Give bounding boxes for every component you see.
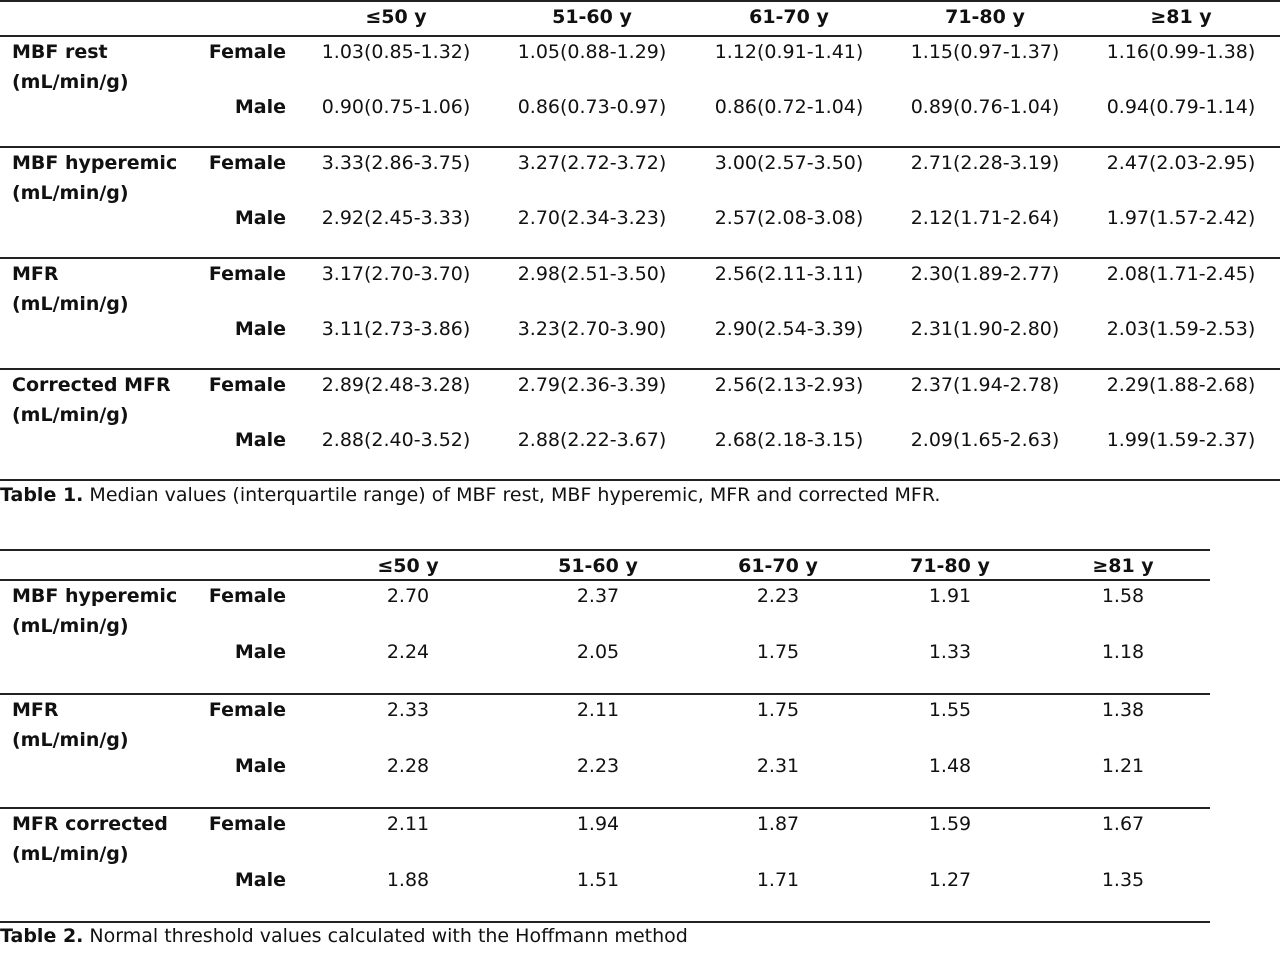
table-cell: 2.90(2.54-3.39)	[714, 318, 864, 340]
table-cell: 1.88	[386, 869, 430, 891]
table-cell: 2.70(2.34-3.23)	[517, 207, 667, 229]
column-header: 51-60 y	[552, 6, 632, 28]
metric-unit: (mL/min/g)	[12, 404, 129, 426]
table-cell: 2.89(2.48-3.28)	[321, 374, 471, 396]
table-cell: 2.31	[756, 755, 800, 777]
table-cell: 2.28	[386, 755, 430, 777]
metric-label: MBF rest	[12, 41, 108, 63]
column-header: 71-80 y	[910, 555, 990, 577]
table-cell: 2.11	[576, 699, 620, 721]
sex-label: Male	[234, 96, 286, 118]
table-cell: 1.27	[928, 869, 972, 891]
table-cell: 2.37	[576, 585, 620, 607]
column-header: 51-60 y	[558, 555, 638, 577]
table-cell: 1.21	[1101, 755, 1145, 777]
table-cell: 1.33	[928, 641, 972, 663]
table-cell: 2.12(1.71-2.64)	[910, 207, 1060, 229]
table-cell: 1.16(0.99-1.38)	[1106, 41, 1256, 63]
sex-label: Female	[208, 374, 286, 396]
column-header: 61-70 y	[738, 555, 818, 577]
table-cell: 3.17(2.70-3.70)	[321, 263, 471, 285]
table-cell: 1.12(0.91-1.41)	[714, 41, 864, 63]
table-cell: 1.18	[1101, 641, 1145, 663]
table-cell: 2.88(2.40-3.52)	[321, 429, 471, 451]
table-cell: 2.03(1.59-2.53)	[1106, 318, 1256, 340]
table-1-caption	[0, 484, 940, 506]
table-cell: 1.51	[576, 869, 620, 891]
table-cell: 1.87	[756, 813, 800, 835]
table-cell: 2.08(1.71-2.45)	[1106, 263, 1256, 285]
table-cell: 1.03(0.85-1.32)	[321, 41, 471, 63]
sex-label: Female	[208, 263, 286, 285]
table-cell: 1.75	[756, 641, 800, 663]
table-cell: 3.23(2.70-3.90)	[517, 318, 667, 340]
table-cell: 1.15(0.97-1.37)	[910, 41, 1060, 63]
metric-label: MFR corrected	[12, 813, 168, 835]
sex-label: Male	[234, 869, 286, 891]
column-header: ≥81 y	[1092, 555, 1154, 577]
table-cell: 0.86(0.73-0.97)	[517, 96, 667, 118]
metric-unit: (mL/min/g)	[12, 71, 129, 93]
table-cell: 1.05(0.88-1.29)	[517, 41, 667, 63]
table-cell: 2.98(2.51-3.50)	[517, 263, 667, 285]
table-cell: 1.94	[576, 813, 620, 835]
sex-label: Male	[234, 641, 286, 663]
table-cell: 0.90(0.75-1.06)	[321, 96, 471, 118]
table-cell: 2.30(1.89-2.77)	[910, 263, 1060, 285]
table-cell: 1.99(1.59-2.37)	[1106, 429, 1256, 451]
sex-label: Female	[208, 699, 286, 721]
metric-label: MBF hyperemic	[12, 585, 178, 607]
table-cell: 2.56(2.13-2.93)	[714, 374, 864, 396]
table-cell: 2.31(1.90-2.80)	[910, 318, 1060, 340]
caption-label: Table 1.	[0, 484, 84, 506]
table-cell: 2.68(2.18-3.15)	[714, 429, 864, 451]
caption-text: Median values (interquartile range) of MBF rest, MBF hyperemic, MFR and corrected MFR.	[83, 484, 941, 506]
table-cell: 0.86(0.72-1.04)	[714, 96, 864, 118]
table-cell: 0.89(0.76-1.04)	[910, 96, 1060, 118]
table-cell: 1.97(1.57-2.42)	[1106, 207, 1256, 229]
table-cell: 2.05	[576, 641, 620, 663]
sex-label: Female	[208, 813, 286, 835]
table-cell: 2.57(2.08-3.08)	[714, 207, 864, 229]
table-cell: 2.09(1.65-2.63)	[910, 429, 1060, 451]
table-cell: 3.00(2.57-3.50)	[714, 152, 864, 174]
metric-label: MFR	[12, 699, 59, 721]
column-header: 61-70 y	[749, 6, 829, 28]
sex-label: Male	[234, 207, 286, 229]
table-cell: 3.33(2.86-3.75)	[321, 152, 471, 174]
table-cell: 1.48	[928, 755, 972, 777]
table-cell: 1.67	[1101, 813, 1145, 835]
table-cell: 2.11	[386, 813, 430, 835]
metric-label: MFR	[12, 263, 59, 285]
metric-unit: (mL/min/g)	[12, 729, 129, 751]
table-cell: 2.70	[386, 585, 430, 607]
caption-label: Table 2.	[0, 925, 84, 947]
table-cell: 2.33	[386, 699, 430, 721]
table-cell: 2.23	[576, 755, 620, 777]
sex-label: Female	[208, 152, 286, 174]
table-cell: 1.75	[756, 699, 800, 721]
table-cell: 2.23	[756, 585, 800, 607]
table-cell: 1.59	[928, 813, 972, 835]
sex-label: Female	[208, 585, 286, 607]
sex-label: Male	[234, 318, 286, 340]
table-cell: 2.24	[386, 641, 430, 663]
table-cell: 1.55	[928, 699, 972, 721]
table-cell: 2.88(2.22-3.67)	[517, 429, 667, 451]
table-cell: 1.58	[1101, 585, 1145, 607]
table-cell: 2.29(1.88-2.68)	[1106, 374, 1256, 396]
table-cell: 1.38	[1101, 699, 1145, 721]
column-header: ≤50 y	[377, 555, 439, 577]
table-2-caption	[0, 925, 688, 947]
caption-text: Normal threshold values calculated with the Hoffmann method	[83, 925, 688, 947]
sex-label: Male	[234, 429, 286, 451]
metric-label: Corrected MFR	[12, 374, 171, 396]
table-cell: 3.11(2.73-3.86)	[321, 318, 471, 340]
table-bottom-rule	[0, 921, 1210, 923]
column-header: ≥81 y	[1150, 6, 1212, 28]
table-cell: 3.27(2.72-3.72)	[517, 152, 667, 174]
metric-unit: (mL/min/g)	[12, 293, 129, 315]
table-2	[0, 549, 1210, 923]
table-cell: 2.37(1.94-2.78)	[910, 374, 1060, 396]
table-bottom-rule	[0, 479, 1280, 481]
table-cell: 2.71(2.28-3.19)	[910, 152, 1060, 174]
table-cell: 2.79(2.36-3.39)	[517, 374, 667, 396]
table-cell: 1.35	[1101, 869, 1145, 891]
metric-unit: (mL/min/g)	[12, 182, 129, 204]
table-1	[0, 0, 1280, 480]
table-cell: 1.71	[756, 869, 800, 891]
column-header: 71-80 y	[945, 6, 1025, 28]
table-cell: 2.47(2.03-2.95)	[1106, 152, 1256, 174]
column-header: ≤50 y	[365, 6, 427, 28]
sex-label: Male	[234, 755, 286, 777]
table-cell: 2.92(2.45-3.33)	[321, 207, 471, 229]
table-cell: 0.94(0.79-1.14)	[1106, 96, 1256, 118]
metric-label: MBF hyperemic	[12, 152, 178, 174]
table-cell: 2.56(2.11-3.11)	[714, 263, 864, 285]
sex-label: Female	[208, 41, 286, 63]
metric-unit: (mL/min/g)	[12, 615, 129, 637]
metric-unit: (mL/min/g)	[12, 843, 129, 865]
table-cell: 1.91	[928, 585, 972, 607]
